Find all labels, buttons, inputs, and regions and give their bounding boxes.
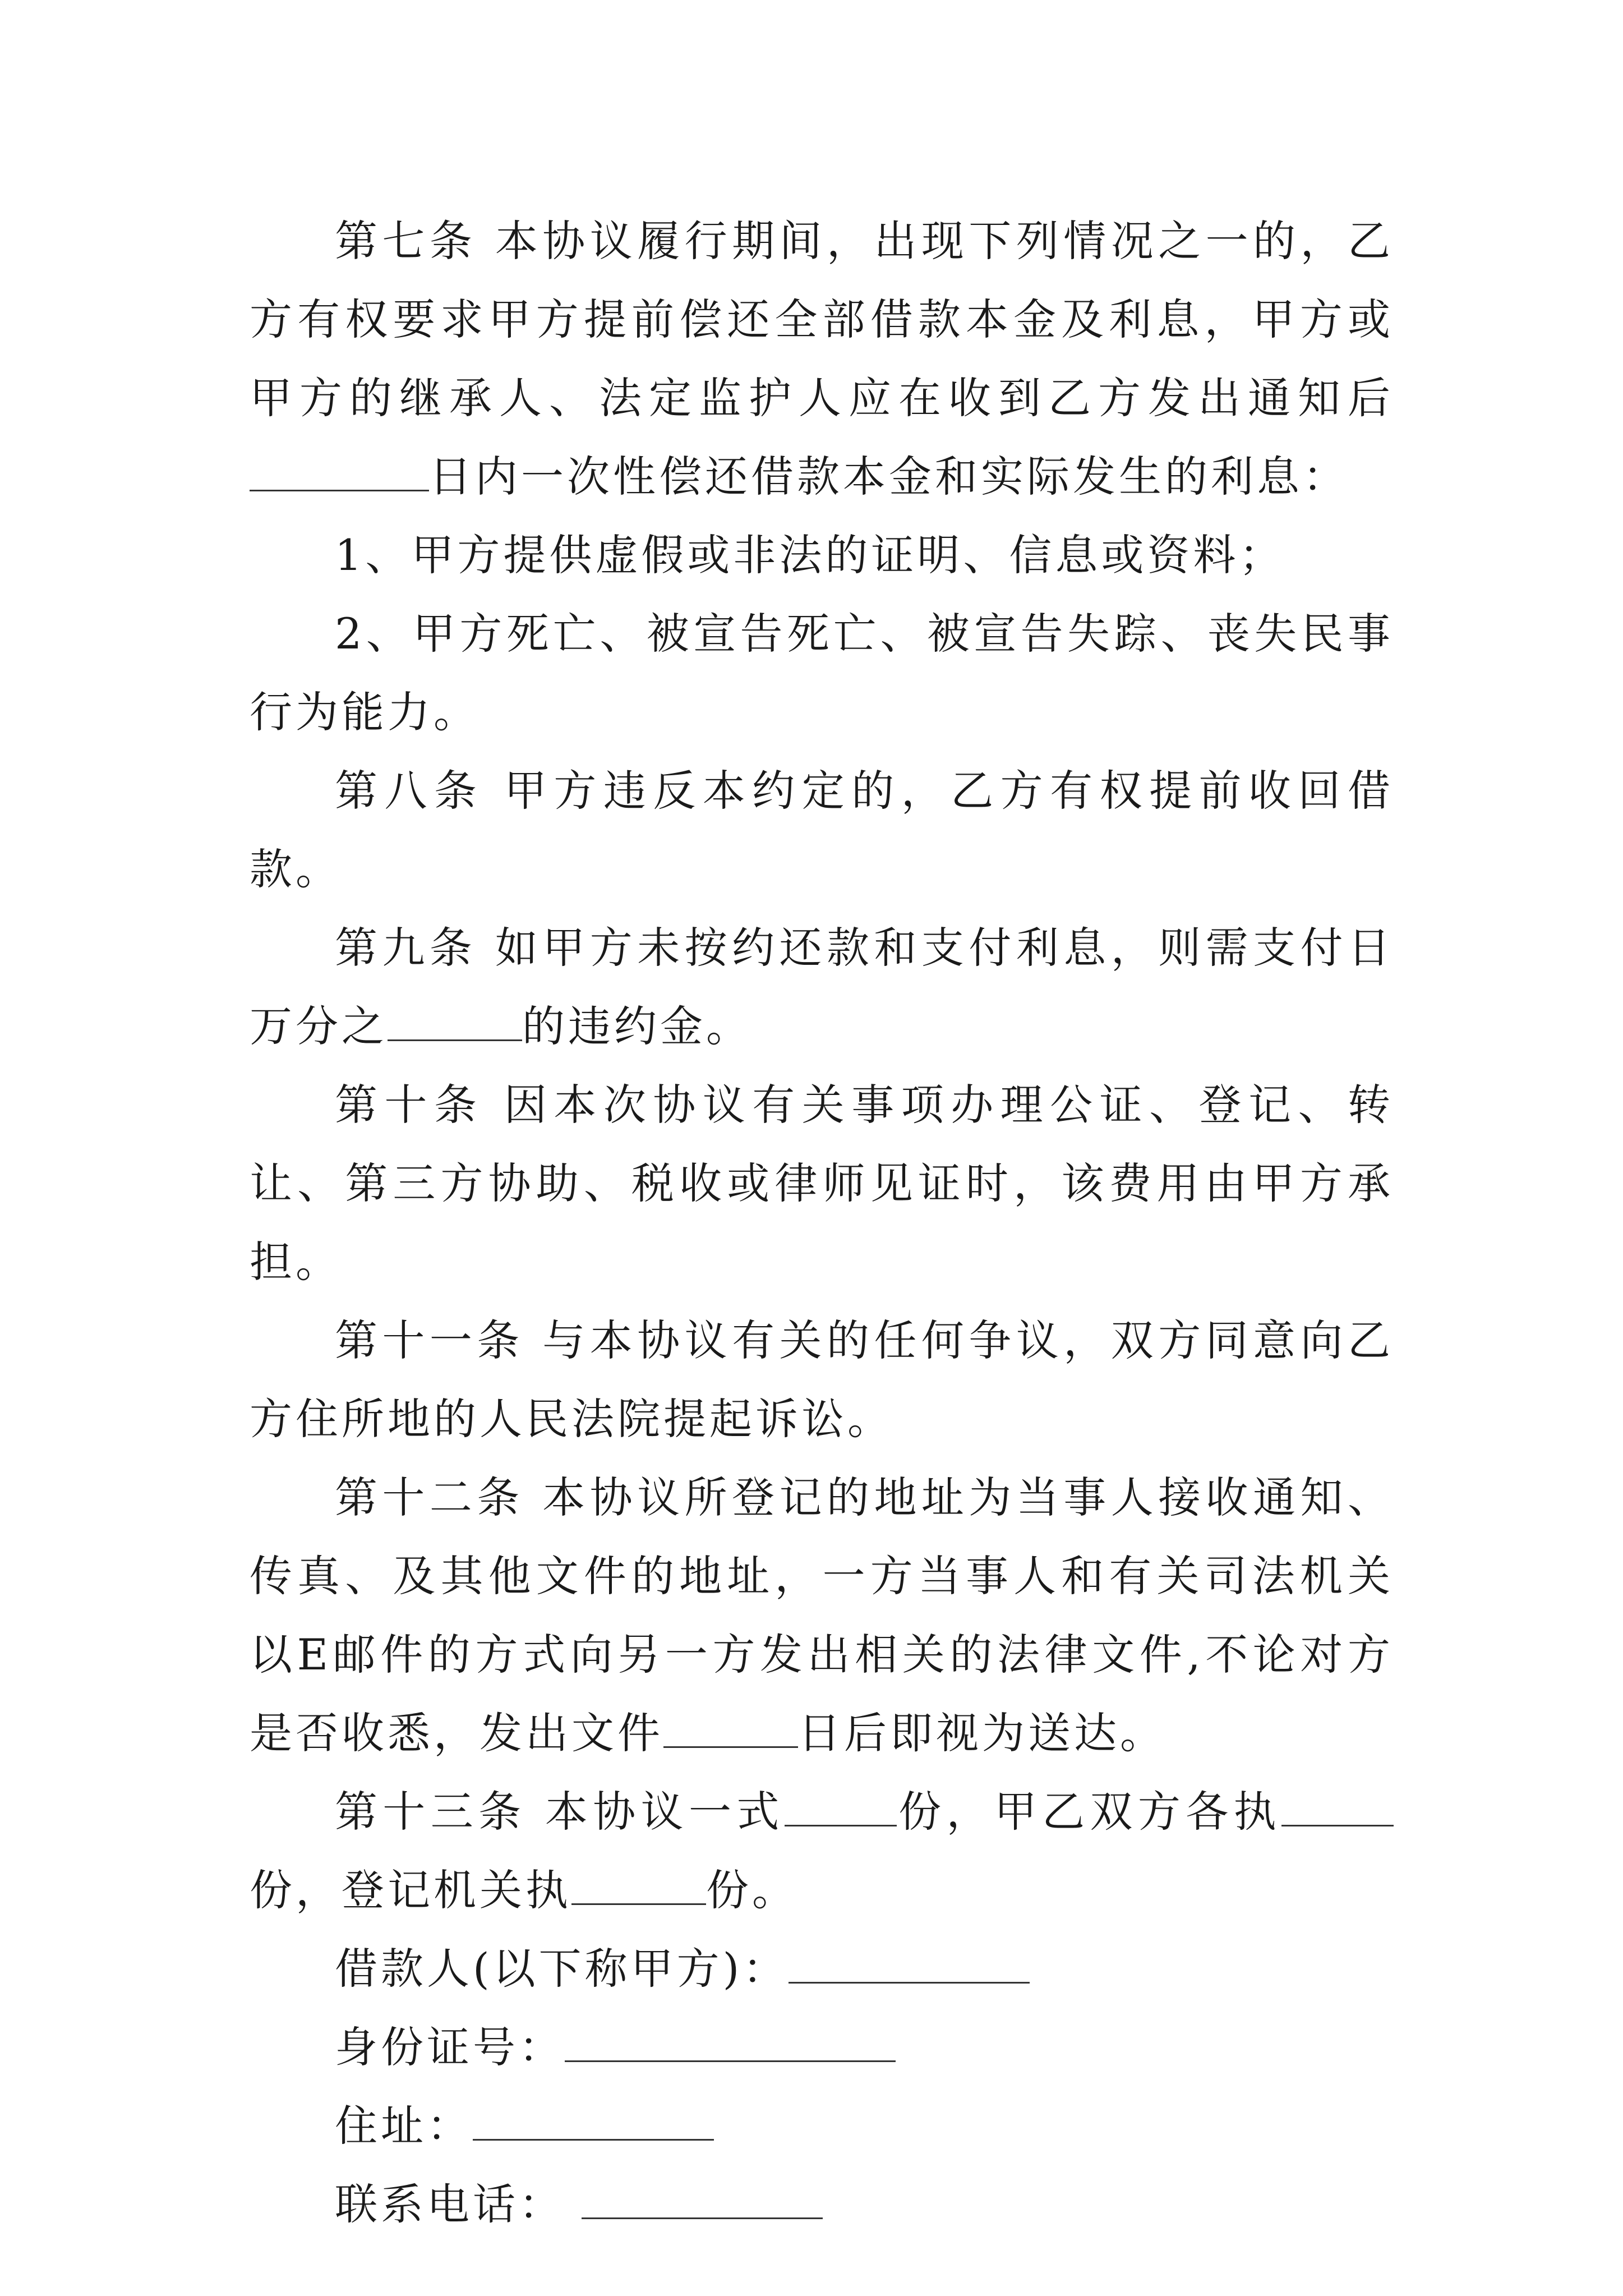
article-9-text-1: 如甲方未按约还款和支付利息，则需支付日万分之 bbox=[250, 923, 1394, 1051]
article-13-heading: 第十三条 bbox=[335, 1787, 527, 1837]
registry-copies-blank[interactable] bbox=[571, 1870, 706, 1905]
article-9-heading: 第九条 bbox=[335, 923, 477, 973]
id-number-blank[interactable] bbox=[565, 2027, 896, 2062]
article-11-text: 与本协议有关的任何争议，双方同意向乙方住所地的人民法院提起诉讼。 bbox=[250, 1315, 1394, 1444]
article-7-item-2: 2、甲方死亡、被宣告死亡、被宣告失踪、丧失民事行为能力。 bbox=[250, 609, 1394, 737]
penalty-rate-blank[interactable] bbox=[388, 1006, 522, 1041]
article-7-text-2: 日内一次性偿还借款本金和实际发生的利息： bbox=[429, 452, 1349, 501]
id-number-line bbox=[250, 2008, 1394, 2087]
address-line bbox=[250, 2087, 1394, 2165]
borrower-label: 借款人(以下称甲方)： bbox=[335, 1944, 789, 1994]
article-11-heading: 第十一条 bbox=[335, 1315, 524, 1365]
borrower-line bbox=[250, 1930, 1394, 2008]
article-13-text-2: 份，甲乙双方各执 bbox=[896, 1787, 1282, 1837]
article-8-text: 甲方违反本约定的，乙方有权提前收回借款。 bbox=[250, 766, 1394, 894]
address-label: 住址： bbox=[335, 2101, 473, 2151]
article-10 bbox=[250, 1066, 1394, 1301]
article-9 bbox=[250, 909, 1394, 1066]
address-blank[interactable] bbox=[473, 2105, 714, 2141]
article-12 bbox=[250, 1458, 1394, 1773]
article-10-heading: 第十条 bbox=[335, 1080, 484, 1130]
article-9-text-2: 的违约金。 bbox=[522, 1001, 752, 1051]
article-12-text-2: 日后即视为送达。 bbox=[798, 1708, 1166, 1758]
article-13-text-1: 本协议一式 bbox=[543, 1787, 785, 1837]
article-12-text-1: 本协议所登记的地址为当事人接收通知、传真、及其他文件的地址，一方当事人和有关司法机关以E邮件的方式向另一方发出相关的法律文件,不论对方是否收悉，发出文件 bbox=[250, 1473, 1394, 1758]
article-7-text-1: 本协议履行期间，出现下列情况之一的，乙方有权要求甲方提前偿还全部借款本金及利息，甲方或甲方的继承人、法定监护人应在收到乙方发出通知后 bbox=[250, 216, 1394, 423]
document-page bbox=[250, 202, 1394, 2244]
article-13-text-3: 份，登记机关执 bbox=[250, 1865, 571, 1915]
article-7 bbox=[250, 202, 1394, 516]
article-7-item-1: 1、甲方提供虚假或非法的证明、信息或资料； bbox=[335, 530, 1285, 580]
total-copies-blank[interactable] bbox=[785, 1791, 897, 1826]
article-13-text-4: 份。 bbox=[706, 1865, 798, 1915]
article-8-heading: 第八条 bbox=[335, 766, 484, 816]
phone-line bbox=[250, 2165, 1394, 2244]
borrower-name-blank[interactable] bbox=[789, 1948, 1030, 1984]
article-8 bbox=[250, 752, 1394, 909]
article-12-heading: 第十二条 bbox=[335, 1473, 524, 1522]
delivery-days-blank[interactable] bbox=[663, 1713, 798, 1748]
notice-days-blank[interactable] bbox=[250, 456, 429, 491]
id-number-label: 身份证号： bbox=[335, 2022, 565, 2072]
party-copies-blank[interactable] bbox=[1281, 1791, 1394, 1826]
article-10-text: 因本次协议有关事项办理公证、登记、转让、第三方协助、税收或律师见证时，该费用由甲方承担。 bbox=[250, 1080, 1394, 1287]
phone-label: 联系电话： bbox=[335, 2179, 565, 2229]
article-11 bbox=[250, 1301, 1394, 1458]
article-13 bbox=[250, 1773, 1394, 1930]
phone-blank[interactable] bbox=[582, 2184, 823, 2219]
article-7-heading: 第七条 bbox=[335, 216, 477, 266]
